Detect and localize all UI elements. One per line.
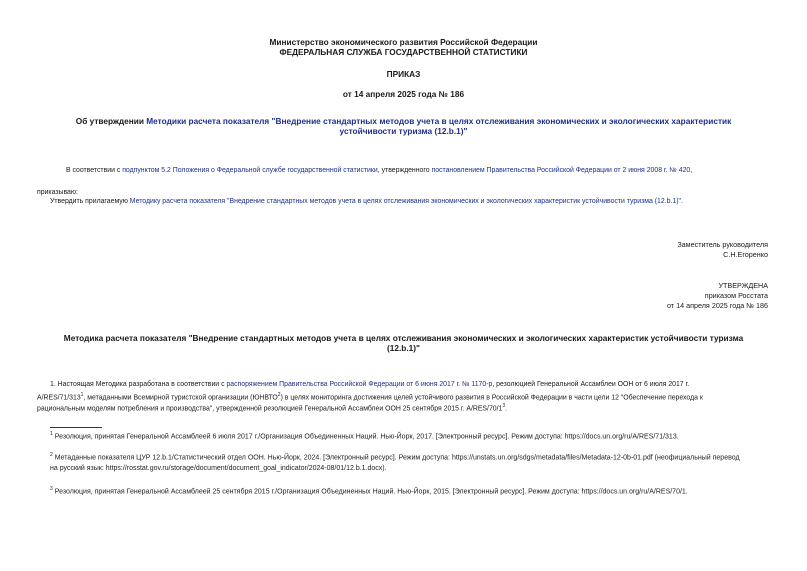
signature-position: Заместитель руководителя bbox=[677, 240, 768, 249]
footnote-text-1: Резолюция, принятая Генеральной Ассамблеей 6 июля 2017 г./Организация Объединенных Наций. Нью-Йорк, 2017. [Электронный ресурс]. Режим доступа: https://docs.un.org/ru/A/RES/71/313. bbox=[54, 433, 679, 441]
p2-text2: , метаданными Всемирной туристской организации (ЮНВТО bbox=[83, 394, 278, 402]
method-title: Методика расчета показателя "Внедрение стандартных методов учета в целях отслеживания экономических и экологических характеристик устойчивости туризма bbox=[63, 333, 744, 343]
ministry-title: Министерство экономического развития Российской Федерации bbox=[269, 37, 538, 47]
footnote-mark-1: 1 bbox=[50, 431, 53, 437]
footnote-ref-3[interactable]: 3 bbox=[502, 403, 506, 409]
footnote-2 bbox=[50, 450, 772, 474]
method-link[interactable]: Методику расчета показателя "Внедрение стандартных методов учета в целях отслеживания экономических и экологических характеристик устойчивости туризма (12.b.1)" bbox=[129, 198, 681, 205]
method-paragraph-1 bbox=[50, 381, 689, 388]
footnote-text-3: Резолюция, принятая Генеральной Ассамблеей 25 сентября 2015 г./Организация Объединенных Наций. Нью-Йорк, 2015. [Электронный ресурс]. Режим доступа: https://docs.un.org/ru/A/RES/70/1. bbox=[54, 488, 688, 496]
preamble bbox=[66, 167, 692, 174]
order-title-line2 bbox=[0, 126, 807, 136]
footnote-mark-3: 3 bbox=[50, 486, 53, 492]
preamble-text3: , bbox=[690, 167, 693, 174]
p3-text-end: . bbox=[505, 405, 508, 413]
prikazyvayu: приказываю: bbox=[37, 189, 78, 196]
footnote-3 bbox=[50, 484, 772, 497]
method-title-line2: (12.b.1)" bbox=[387, 343, 420, 353]
order-title bbox=[0, 116, 807, 126]
title-prefix: Об утверждении bbox=[75, 116, 147, 126]
title-link-cont[interactable]: устойчивости туризма (12.b.1)" bbox=[339, 126, 468, 136]
method-paragraph-1-line2 bbox=[37, 392, 703, 401]
preamble-text: В соответствии с bbox=[66, 167, 123, 174]
doc-type: ПРИКАЗ bbox=[386, 69, 421, 79]
footnote-text-2: Метаданные показателя ЦУР 12.b.1/Статистический отдел ООН. Нью-Йорк, 2024. [Электронный ресурс]. Режим доступа: https://unstats.un.org/sdgs/metadata/files/Metadata-12-0b-01.pdf (неофициальный перевод bbox=[54, 454, 740, 462]
footnote-mark-2: 2 bbox=[50, 452, 53, 458]
order-text: Утвердить прилагаемую bbox=[50, 198, 130, 205]
p2-text3: ) в целях мониторинга достижения целей устойчивого развития в Российской Федерации в части цели 12 "Обеспечение перехода к bbox=[280, 394, 703, 402]
doc-date: от 14 апреля 2025 года № 186 bbox=[342, 89, 465, 99]
footnote-ref-1[interactable]: 1 bbox=[80, 392, 84, 398]
order-text-end: . bbox=[680, 198, 683, 205]
footnote-divider bbox=[50, 427, 102, 428]
p3-text: рациональным моделям потребления и производства", утвержденной резолюцией Генеральной Ассамблеи ООН 25 сентября 2015 г. A/RES/70/1 bbox=[37, 405, 503, 413]
regulation-link[interactable]: подпунктом 5.2 Положения о Федеральной службе государственной статистики bbox=[122, 167, 378, 174]
p1-text2: , резолюцией Генеральной Ассамблеи ООН от 6 июля 2017 г. bbox=[492, 381, 690, 388]
footnote-ref-2[interactable]: 2 bbox=[277, 392, 281, 398]
method-paragraph-1-line3 bbox=[37, 403, 507, 412]
government-order-link[interactable]: распоряжением Правительства Российской Федерации от 6 июня 2017 г. № 1170-р bbox=[226, 381, 493, 388]
footnote-1 bbox=[50, 429, 772, 442]
approval-line2: приказом Росстата bbox=[704, 291, 768, 300]
approval-line1: УТВЕРЖДЕНА bbox=[718, 281, 768, 290]
signature-name: С.Н.Егоренко bbox=[723, 250, 768, 259]
preamble-text2: , утвержденного bbox=[377, 167, 432, 174]
decree-link[interactable]: постановлением Правительства Российской Федерации от 2 июня 2008 г. № 420 bbox=[431, 167, 691, 174]
p2-text: A/RES/71/313 bbox=[37, 394, 81, 402]
approval-line3: от 14 апреля 2025 года № 186 bbox=[666, 301, 768, 310]
title-link[interactable]: Методики расчета показателя "Внедрение стандартных методов учета в целях отслеживания экономических и экологических характеристик bbox=[146, 116, 732, 126]
p1-text: 1. Настоящая Методика разработана в соответствии с bbox=[50, 381, 227, 388]
agency-title: ФЕДЕРАЛЬНАЯ СЛУЖБА ГОСУДАРСТВЕННОЙ СТАТИСТИКИ bbox=[279, 47, 528, 57]
order-item bbox=[50, 198, 683, 205]
footnote-text-2b: на русский язык: https://rosstat.gov.ru/storage/document/document_goal_indicator/2024-08/01/12.b.1.docx). bbox=[50, 465, 387, 473]
